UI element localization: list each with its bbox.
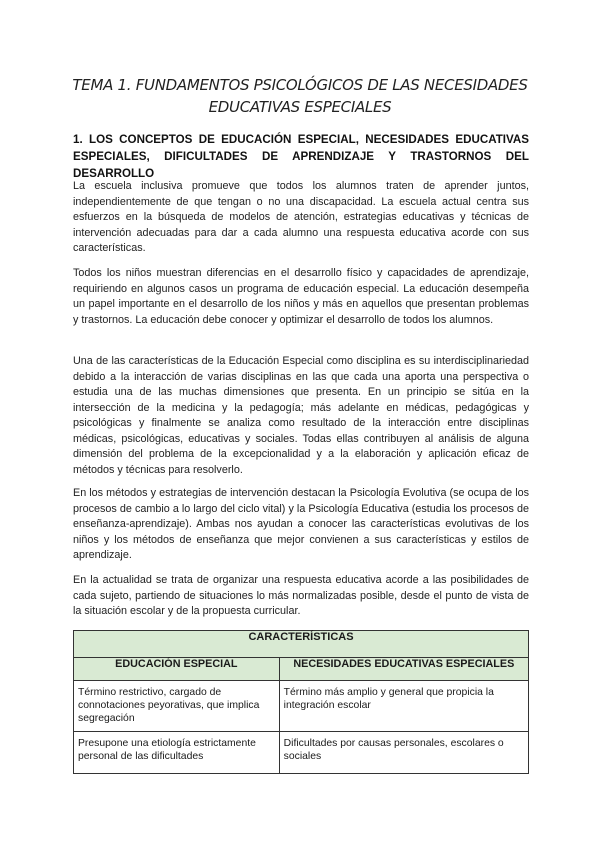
- title-line-2: EDUCATIVAS ESPECIALES: [208, 98, 392, 116]
- paragraph: Una de las características de la Educación Especial como disciplina es su interdisciplinariedad debido a la interacción de varias disciplinas en las que cada una aporta una perspectiva o estudia una de las muchas dimensiones que presenta. En un principio se sitúa en la intersección de la medicina y la pedagogía; más adelante en médicas, pedagógicas y psicológicas y finalmente se analiza como resultado de la interacción entre disciplinas médicas, psicológicas, educativas y sociales. Todas ellas contribuyen al análisis de alguna dimensión del problema de la excepcionalidad y a la elaboración y aplicación eficaz de métodos y técnicas para resolverlo.: [73, 355, 529, 476]
- table-caption-row: [74, 631, 529, 658]
- document-title: [60, 74, 540, 118]
- column-header-nee: NECESIDADES EDUCATIVAS ESPECIALES: [279, 658, 528, 681]
- table-caption: CARACTERÍSTICAS: [74, 631, 529, 658]
- table-row: [74, 732, 529, 774]
- characteristics-table: [73, 630, 529, 774]
- section-heading: 1. LOS CONCEPTOS DE EDUCACIÓN ESPECIAL, NECESIDADES EDUCATIVAS ESPECIALES, DIFICULTADES DE APRENDIZAJE Y TRASTORNOS DEL DESARROLLO: [73, 133, 529, 180]
- column-header-educacion-especial: EDUCACIÓN ESPECIAL: [74, 658, 280, 681]
- table-cell: Término restrictivo, cargado de connotaciones peyorativas, que implica segregación: [74, 681, 280, 732]
- paragraph: En los métodos y estrategias de intervención destacan la Psicología Evolutiva (se ocupa de los procesos de cambio a lo largo del ciclo vital) y la Psicología Educativa (estudia los procesos de enseñanza-aprendizaje). Ambas nos ayudan a conocer las características evolutivas de los niños y los métodos de enseñanza que mejor convienen a sus características y estilos de aprendizaje.: [73, 487, 529, 561]
- table-row: [74, 681, 529, 732]
- paragraph: La escuela inclusiva promueve que todos los alumnos traten de aprender juntos, independientemente de que tengan o no una discapacidad. La escuela actual centra sus esfuerzos en la búsqueda de modelos de atención, estrategias educativas y técnicas de intervención adecuadas para dar a cada alumno una respuesta educativa acorde con sus características.: [73, 180, 529, 254]
- table-cell: Término más amplio y general que propicia la integración escolar: [279, 681, 528, 732]
- table-cell: Dificultades por causas personales, escolares o sociales: [279, 732, 528, 774]
- paragraph: En la actualidad se trata de organizar una respuesta educativa acorde a las posibilidades de cada sujeto, partiendo de situaciones lo más normalizadas posible, desde el punto de vista de la situación escolar y de la propuesta curricular.: [73, 574, 529, 617]
- paragraph: Todos los niños muestran diferencias en el desarrollo físico y capacidades de aprendizaje, requiriendo en algunos casos un programa de educación especial. La educación desempeña un papel importante en el desarrollo de los niños y más en aquellos que presentan problemas y trastornos. La educación debe conocer y optimizar el desarrollo de todos los alumnos.: [73, 267, 529, 326]
- table-cell: Presupone una etiología estrictamente personal de las dificultades: [74, 732, 280, 774]
- table-header-row: [74, 658, 529, 681]
- title-line-1: TEMA 1. FUNDAMENTOS PSICOLÓGICOS DE LAS NECESIDADES: [72, 76, 528, 94]
